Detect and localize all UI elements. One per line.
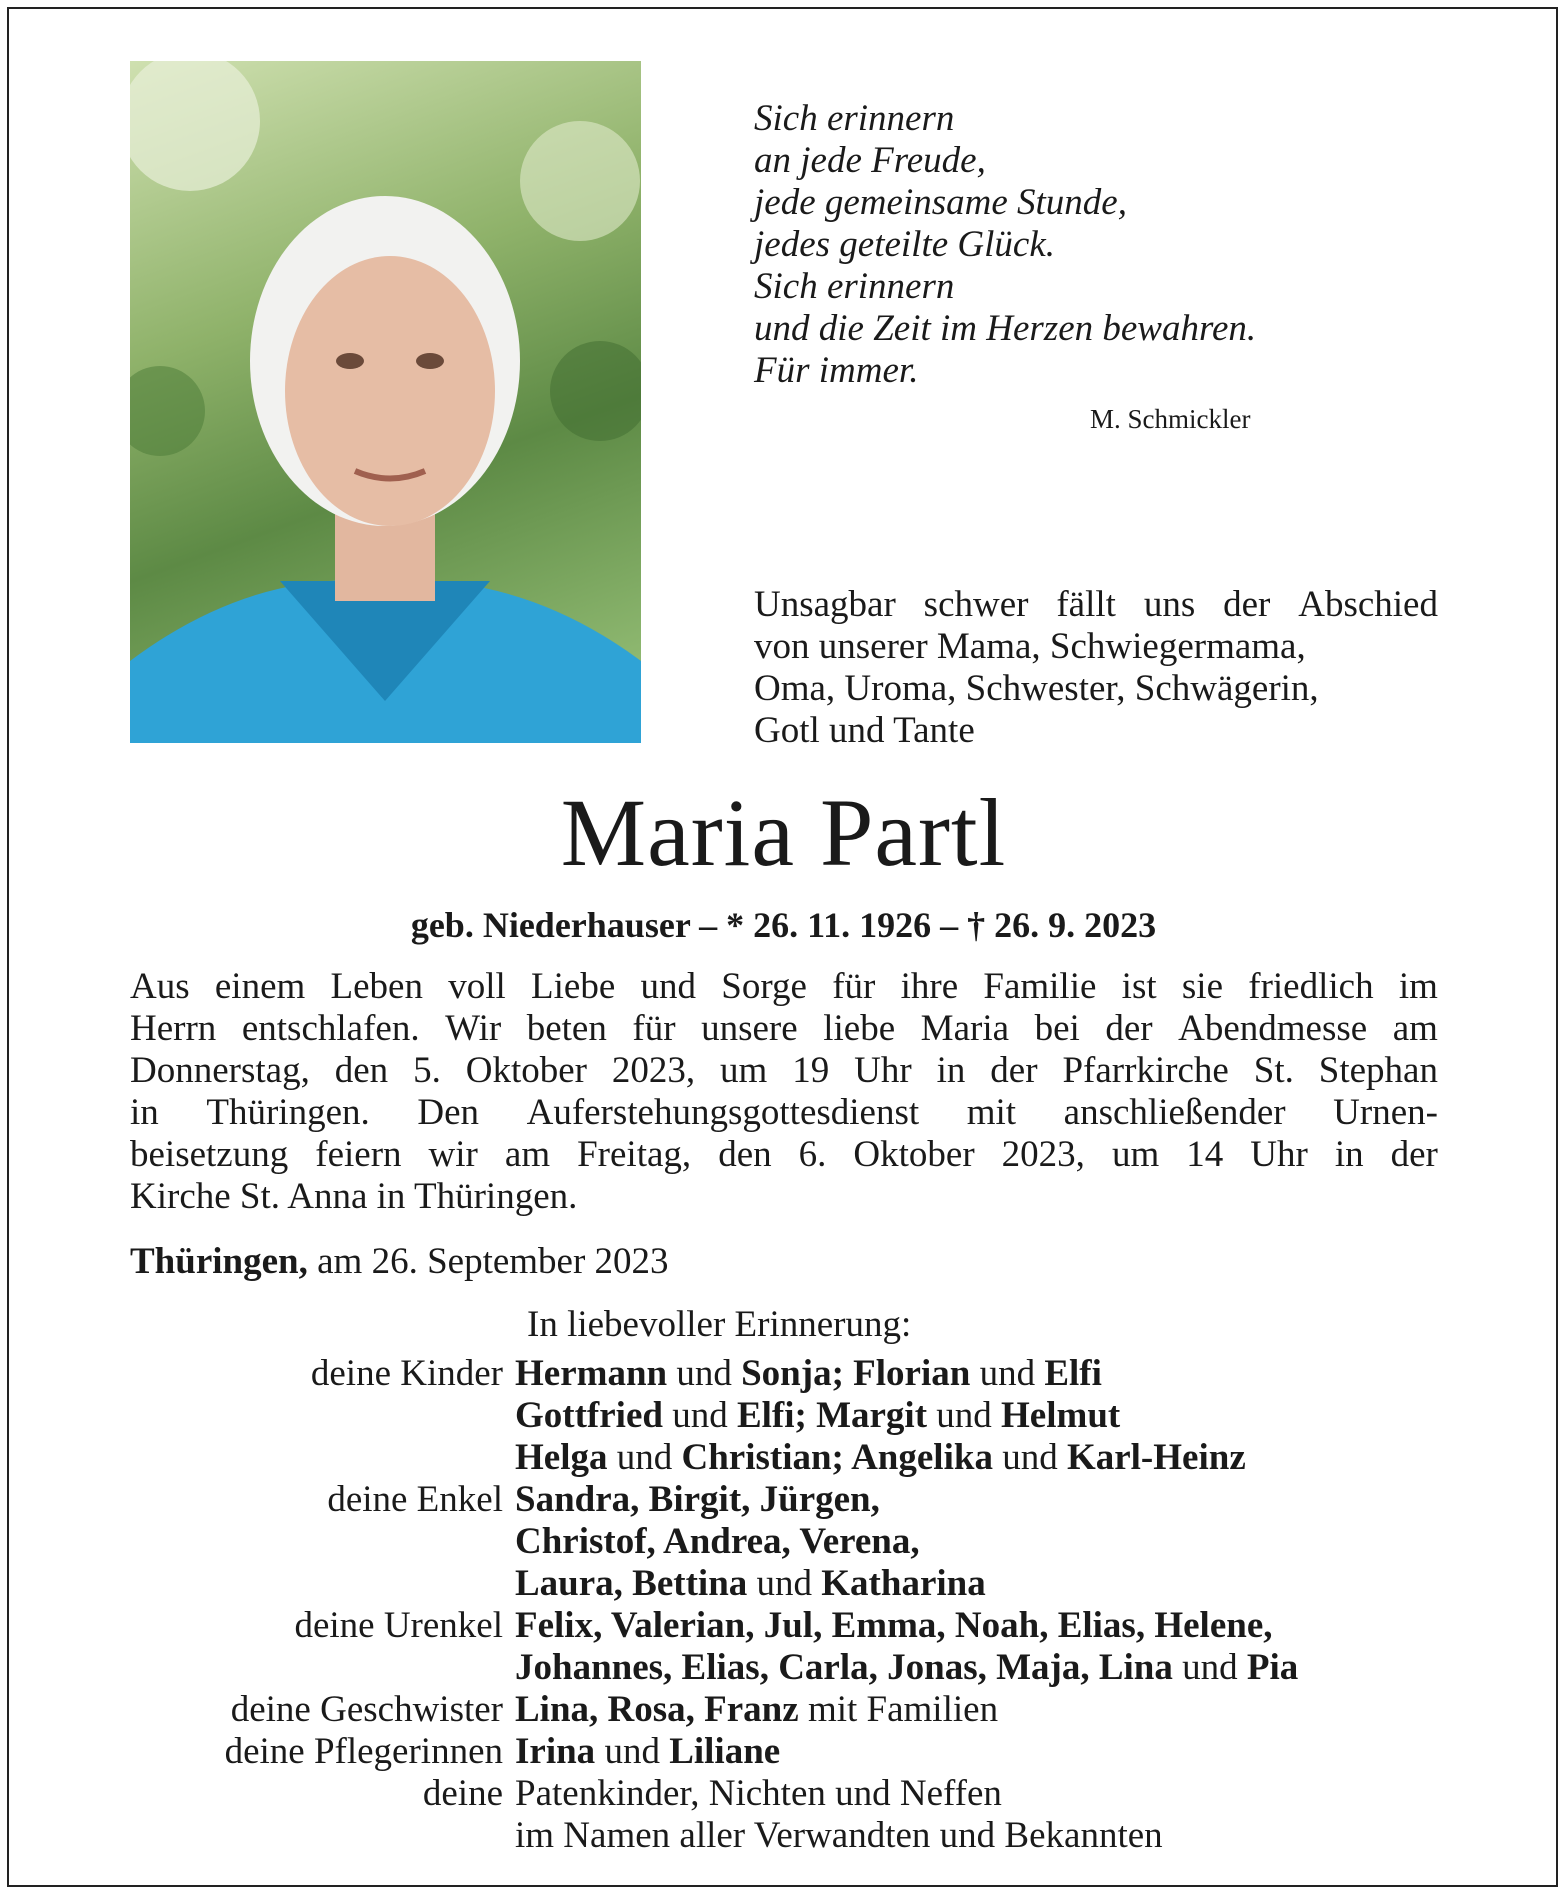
mourner-name-part: und [662, 1395, 737, 1436]
poem-line: Sich erinnern [754, 266, 955, 307]
word: in [130, 1092, 159, 1133]
mourner-role: deine Pflegerinnen [224, 1731, 503, 1772]
mourner-row [130, 1689, 1298, 1731]
word: anschließender [1063, 1092, 1286, 1133]
word: um [1111, 1134, 1160, 1175]
mourner-names [515, 1479, 880, 1521]
word: einem [214, 966, 306, 1007]
word: für [632, 1008, 676, 1049]
mourner-name-part: Christian; Angelika [681, 1437, 993, 1478]
mourner-role: deine [422, 1773, 503, 1814]
body-line [130, 1134, 1438, 1176]
mourner-name-part: und [970, 1353, 1045, 1394]
intro-line: Gotl und Tante [754, 710, 975, 751]
word: und [640, 966, 697, 1007]
mourner-name-part: und [747, 1563, 822, 1604]
word: der [1223, 584, 1271, 625]
word: am [504, 1134, 551, 1175]
word: der [990, 1050, 1038, 1091]
mourner-row [130, 1605, 1298, 1647]
obituary-body [130, 966, 1438, 1218]
mourner-names [515, 1689, 998, 1731]
word: Urnen- [1333, 1092, 1438, 1133]
poem-line: jedes geteilte Glück. [754, 224, 1056, 265]
mourner-role: deine Kinder [310, 1353, 503, 1394]
word: liebe [823, 1008, 896, 1049]
mourner-name-part: Laura, Bettina [515, 1563, 748, 1604]
mourner-names [515, 1353, 1102, 1395]
word: fällt [1056, 584, 1116, 625]
word: beisetzung [130, 1134, 289, 1175]
mourner-name-part: Elfi; Margit [736, 1395, 928, 1436]
poem-author: M. Schmickler [1090, 404, 1251, 434]
mourner-name-part: Patenkinder, Nichten und Neffen [515, 1773, 1002, 1814]
mourner-name-part: mit Familien [798, 1689, 999, 1730]
word: wir [428, 1134, 478, 1175]
word: Oktober [853, 1134, 975, 1175]
body-line [130, 1092, 1438, 1134]
word: Pfarrkirche [1062, 1050, 1229, 1091]
mourner-role [130, 1647, 515, 1689]
mourner-row [130, 1479, 1298, 1521]
mourner-role: deine Enkel [327, 1479, 503, 1520]
word: Sorge [721, 966, 807, 1007]
mourner-names [515, 1647, 1298, 1689]
word: schwer [923, 584, 1029, 625]
portrait-photo [130, 61, 641, 743]
mourner-row [130, 1353, 1298, 1395]
intro-line [754, 584, 1438, 626]
word: 2023, [611, 1050, 696, 1091]
deceased-dates: geb. Niederhauser – * 26. 11. 1926 – † 26. 9. 2023 [410, 905, 1157, 945]
portrait-illustration [130, 61, 641, 743]
mourner-name-part: Karl-Heinz [1066, 1437, 1246, 1478]
word: Oktober [465, 1050, 587, 1091]
mourner-name-part: Gottfried [515, 1395, 663, 1436]
body-line [130, 1050, 1438, 1092]
word: bei [1034, 1008, 1080, 1049]
mourner-name-part: Liliane [669, 1731, 781, 1772]
word: Aus [130, 966, 190, 1007]
mourner-name-part: und [595, 1731, 670, 1772]
mourner-names [515, 1773, 1002, 1815]
mourner-names [515, 1731, 780, 1773]
mourner-name-part: im Namen aller Verwandten und Bekannten [515, 1815, 1163, 1856]
word: 19 [792, 1050, 830, 1091]
mourner-name-part: Sandra, Birgit, Jürgen, [515, 1479, 880, 1520]
word: friedlich [1248, 966, 1374, 1007]
place-and-date [130, 1240, 669, 1283]
word: uns [1143, 584, 1196, 625]
mourner-role: deine Urenkel [294, 1605, 503, 1646]
mourner-role: deine Geschwister [230, 1689, 503, 1730]
word: Abendmesse [1178, 1008, 1368, 1049]
word: Uhr [854, 1050, 912, 1091]
mourner-name-part: Lina, Rosa, Franz [515, 1689, 799, 1730]
mourner-row [130, 1521, 1298, 1563]
poem-line: an jede Freude, [754, 140, 986, 181]
word: Familie [983, 966, 1097, 1007]
mourner-row [130, 1437, 1298, 1479]
mourner-name-part: Helmut [1001, 1395, 1121, 1436]
word: Maria [920, 1008, 1010, 1049]
word: ist [1121, 966, 1157, 1007]
word: Wir [445, 1008, 502, 1049]
word: 5. [413, 1050, 441, 1091]
word: im [1398, 966, 1438, 1007]
intro-text [754, 584, 1438, 752]
word: Uhr [1250, 1134, 1308, 1175]
mourner-name-part: Hermann [515, 1353, 668, 1394]
deceased-name: Maria Partl [560, 779, 1007, 886]
word: um [720, 1050, 768, 1091]
mourner-name-part: und [607, 1437, 682, 1478]
intro-line: von unserer Mama, Schwiegermama, [754, 626, 1306, 667]
place-date: am 26. September 2023 [307, 1241, 669, 1282]
poem-line: Sich erinnern [754, 98, 955, 139]
mourner-row [130, 1815, 1298, 1857]
poem-line: Für immer. [754, 350, 919, 391]
word: 14 [1186, 1134, 1224, 1175]
word: am [1392, 1008, 1438, 1049]
word: Herrn [130, 1008, 217, 1049]
word: Leben [330, 966, 423, 1007]
word: beten [526, 1008, 607, 1049]
mourner-name-part: Johannes, Elias, Carla, Jonas, Maja, Lina [515, 1647, 1173, 1688]
word: den [718, 1134, 772, 1175]
word: St. [1253, 1050, 1294, 1091]
body-line [130, 1008, 1438, 1050]
mourner-role [130, 1395, 515, 1437]
word: ihre [900, 966, 959, 1007]
mourners-list [130, 1353, 1298, 1857]
mourner-name-part: Katharina [821, 1563, 986, 1604]
place-town: Thüringen, [130, 1241, 308, 1282]
mourner-name-part: Sonja; Florian [741, 1353, 971, 1394]
word: der [1105, 1008, 1153, 1049]
word: mit [966, 1092, 1017, 1133]
poem [754, 98, 1256, 392]
poem-line: und die Zeit im Herzen bewahren. [754, 308, 1257, 349]
mourner-row [130, 1563, 1298, 1605]
mourner-name-part: und [1172, 1647, 1247, 1688]
word: entschlafen. [241, 1008, 420, 1049]
body-line [130, 966, 1438, 1008]
mourner-row [130, 1773, 1298, 1815]
mourner-row [130, 1731, 1298, 1773]
mourner-name-part: Felix, Valerian, Jul, Emma, Noah, Elias, Helene, [515, 1605, 1273, 1646]
word: Den [417, 1092, 479, 1133]
word: Donnerstag, [130, 1050, 310, 1091]
word: Auferstehungsgottesdienst [526, 1092, 920, 1133]
word: für [832, 966, 876, 1007]
intro-line: Oma, Uroma, Schwester, Schwägerin, [754, 668, 1319, 709]
word: Stephan [1318, 1050, 1438, 1091]
poem-line: jede gemeinsame Stunde, [754, 182, 1127, 223]
mourner-names [515, 1815, 1163, 1857]
mourner-row [130, 1395, 1298, 1437]
mourner-names [515, 1563, 986, 1605]
mourner-name-part: und [992, 1437, 1067, 1478]
word: in [1334, 1134, 1364, 1175]
mourner-names [515, 1437, 1246, 1479]
mourner-names [515, 1395, 1120, 1437]
mourner-role [130, 1815, 515, 1857]
word: unsere [701, 1008, 798, 1049]
mourner-name-part: und [667, 1353, 742, 1394]
mourner-name-part: und [927, 1395, 1002, 1436]
mourner-name-part: Elfi [1044, 1353, 1102, 1394]
mourner-role [130, 1437, 515, 1479]
word: feiern [315, 1134, 402, 1175]
mourner-name-part: Helga [515, 1437, 608, 1478]
mourners-heading: In liebevoller Erinnerung: [527, 1304, 912, 1345]
mourner-name-part: Christof, Andrea, Verena, [515, 1521, 920, 1562]
mourner-name-part: Pia [1246, 1647, 1299, 1688]
word: Unsagbar [754, 584, 896, 625]
mourner-role [130, 1521, 515, 1563]
mourner-role [130, 1563, 515, 1605]
word: den [334, 1050, 389, 1091]
mourner-row [130, 1647, 1298, 1689]
word: Freitag, [577, 1134, 692, 1175]
mourner-names [515, 1521, 920, 1563]
word: 6. [798, 1134, 827, 1175]
word: in [936, 1050, 966, 1091]
word: 2023, [1001, 1134, 1085, 1175]
word: Liebe [531, 966, 616, 1007]
mourner-names [515, 1605, 1273, 1647]
word: Thüringen. [206, 1092, 370, 1133]
body-line: Kirche St. Anna in Thüringen. [130, 1176, 578, 1217]
word: sie [1181, 966, 1223, 1007]
mourner-name-part: Irina [515, 1731, 596, 1772]
word: voll [448, 966, 506, 1007]
word: Abschied [1298, 584, 1438, 625]
word: der [1390, 1134, 1438, 1175]
